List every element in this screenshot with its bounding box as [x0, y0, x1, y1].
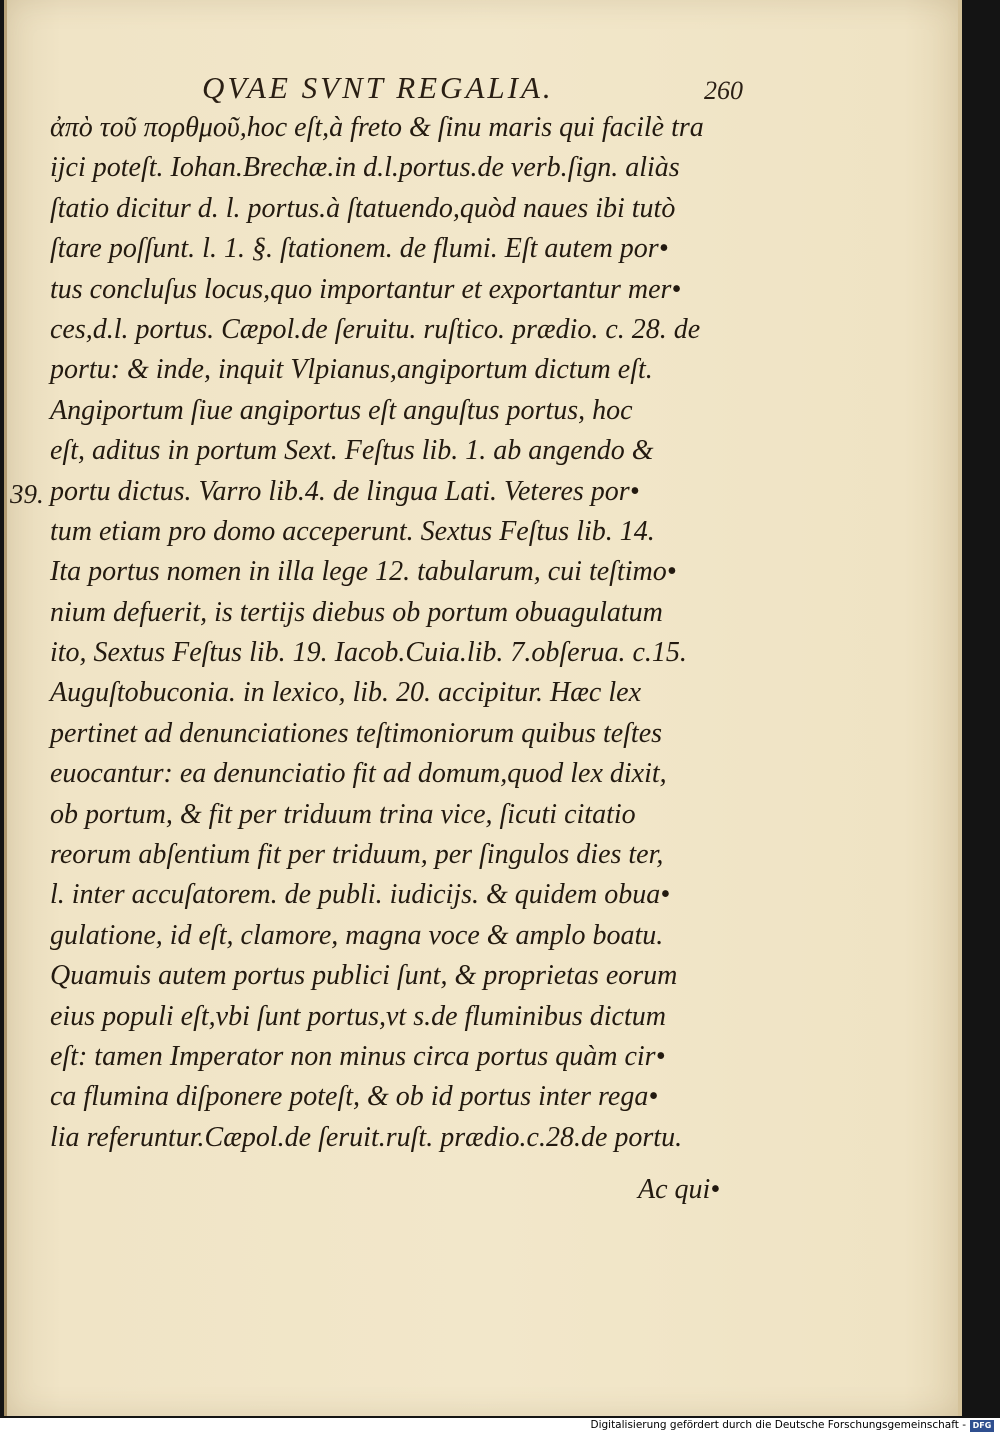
text-line: euocantur: ea denunciatio fit ad domum,quod lex dixit, [50, 758, 667, 790]
text-line: ces,d.l. portus. Cæpol.de ſeruitu. ruſtico. prædio. c. 28. de [50, 313, 701, 345]
text-line: tus concluſus locus,quo importantur et exportantur mer• [50, 273, 682, 305]
text-line: portu dictus. Varro lib.4. de lingua Lati. Veteres por• [50, 475, 640, 507]
page-gutter [4, 0, 7, 1416]
text-line: gulatione, id eſt, clamore, magna voce & amplo boatu. [50, 919, 664, 951]
text-line: ſtatio dicitur d. l. portus.à ſtatuendo,quòd naues ibi tutò [50, 192, 676, 224]
text-line: Angiportum ſiue angiportus eſt anguſtus portus, hoc [50, 394, 633, 426]
page-edge [958, 0, 962, 1416]
text-line: eſt: tamen Imperator non minus circa portus quàm cir• [50, 1040, 666, 1072]
text-line: eſt, aditus in portum Sext. Feſtus lib. 1. ab angendo & [50, 435, 654, 467]
text-line: portu: & inde, inquit Vlpianus,angiportum dictum eſt. [50, 354, 653, 386]
funding-credit: Digitalisierung gefördert durch die Deutsche Forschungsgemeinschaft - [590, 1419, 966, 1431]
text-line: nium defuerit, is tertijs diebus ob portum obuagulatum [50, 596, 663, 628]
text-line: ito, Sextus Feſtus lib. 19. Iacob.Cuia.lib. 7.obſerua. c.15. [50, 637, 687, 669]
margin-note: 39. [10, 479, 44, 509]
body-text [50, 108, 770, 1158]
text-line: ſtare poſſunt. l. 1. §. ſtationem. de flumi. Eſt autem por• [50, 233, 669, 265]
footer-bar [0, 1418, 1000, 1435]
catchword: Ac qui• [638, 1174, 721, 1205]
page-number: 260 [704, 76, 743, 105]
text-line: pertinet ad denunciationes teſtimoniorum quibus teſtes [50, 717, 663, 749]
text-line: eius populi eſt,vbi ſunt portus,vt s.de fluminibus dictum [50, 1000, 666, 1032]
text-line: ijci poteſt. Iohan.Brechæ.in d.l.portus.de verb.ſign. aliàs [50, 152, 680, 184]
text-line: ἀπὸ τοῦ πορθμοῦ,hoc eſt,à freto & ſinu maris qui facilè tra [50, 112, 704, 143]
text-line: Auguſtobuconia. in lexico, lib. 20. accipitur. Hæc lex [50, 677, 641, 709]
text-line: l. inter accuſatorem. de publi. iudicijs. & quidem obua• [50, 879, 671, 911]
book-page [4, 0, 962, 1416]
text-line: Ita portus nomen in illa lege 12. tabularum, cui teſtimo• [50, 556, 677, 588]
dfg-logo: DFG [970, 1420, 994, 1432]
text-line: lia referuntur.Cæpol.de ſeruit.ruſt. prædio.c.28.de portu. [50, 1121, 683, 1153]
text-line: ob portum, & fit per triduum trina vice, ſicuti citatio [50, 798, 636, 830]
running-head: QVAE SVNT REGALIA. [202, 70, 554, 105]
text-line: tum etiam pro domo acceperunt. Sextus Feſtus lib. 14. [50, 515, 655, 547]
text-line: Quamuis autem portus publici ſunt, & proprietas eorum [50, 960, 678, 992]
text-line: ca flumina diſponere poteſt, & ob id portus inter rega• [50, 1081, 659, 1113]
text-line: reorum abſentium fit per triduum, per ſingulos dies ter, [50, 839, 664, 871]
